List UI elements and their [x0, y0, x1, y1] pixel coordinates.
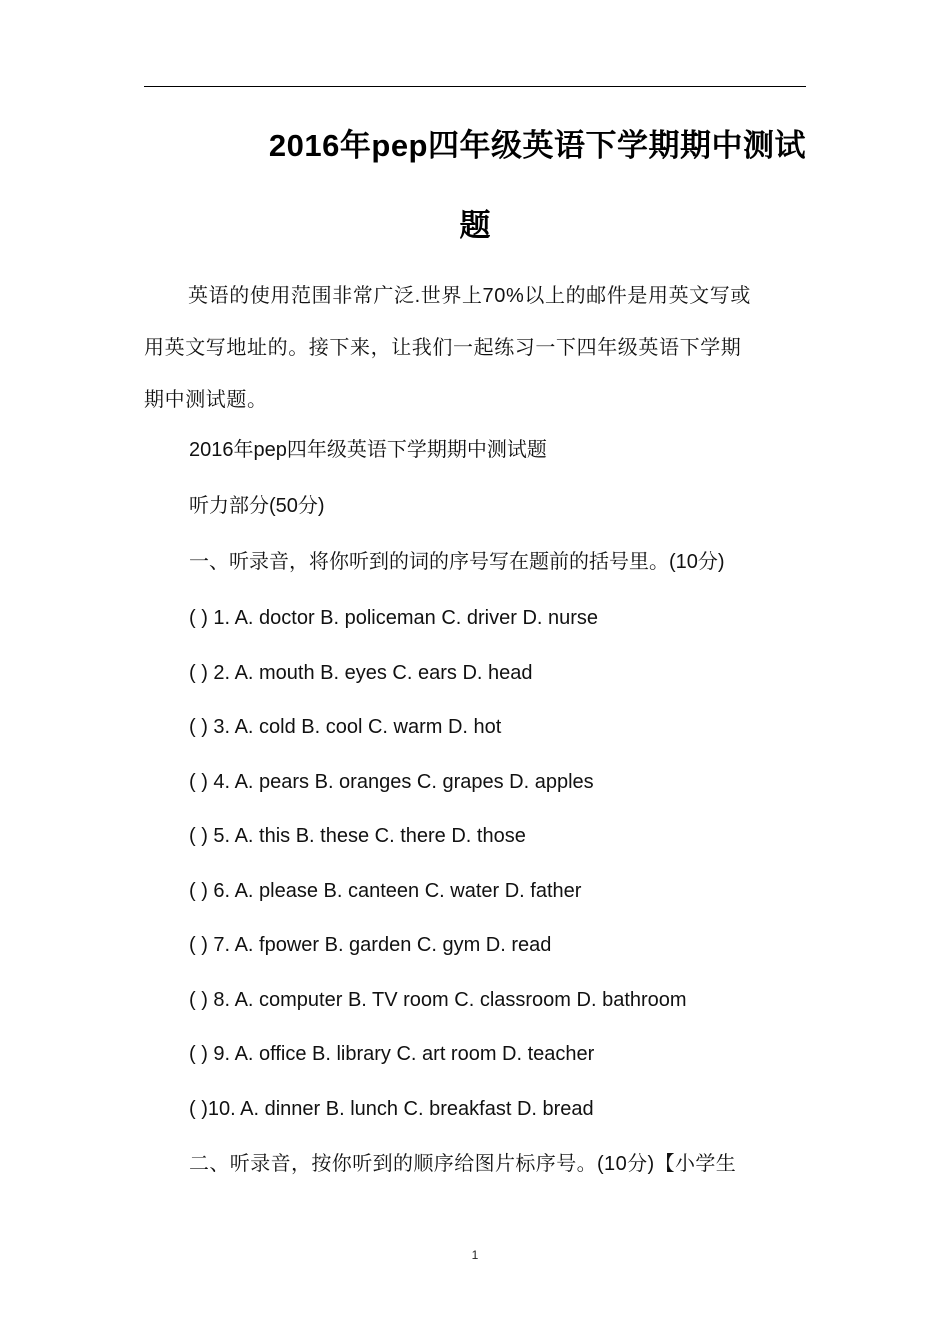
intro-line-1: 英语的使用范围非常广泛.世界上70%以上的邮件是用英文写或	[188, 285, 751, 307]
question-item: ( ) 3. A. cold B. cool C. warm D. hot	[189, 716, 502, 738]
question-item: ( ) 7. A. fpower B. garden C. gym D. read	[189, 934, 552, 956]
intro-line-2: 用英文写地址的。接下来，让我们一起练习一下四年级英语下学期	[144, 337, 742, 359]
page-number: 1	[471, 1248, 479, 1262]
part-1-heading: 一、听录音，将你听到的词的序号写在题前的括号里。(10分)	[189, 551, 725, 573]
question-item: ( ) 5. A. this B. these C. there D. those	[189, 825, 526, 847]
document-title-line-2: 题	[459, 208, 491, 243]
question-item: ( ) 6. A. please B. canteen C. water D. father	[189, 880, 582, 902]
question-item: ( ) 2. A. mouth B. eyes C. ears D. head	[189, 662, 533, 684]
intro-line-3: 期中测试题。	[144, 389, 268, 411]
question-item: ( ) 9. A. office B. library C. art room D. teacher	[189, 1043, 595, 1065]
question-item: ( ) 1. A. doctor B. policeman C. driver D. nurse	[189, 607, 599, 629]
section-listening-heading: 听力部分(50分)	[189, 495, 325, 517]
question-item: ( ) 4. A. pears B. oranges C. grapes D. apples	[189, 771, 594, 793]
part-2-heading: 二、听录音，按你听到的顺序给图片标序号。(10分)【小学生	[189, 1153, 737, 1175]
question-item: ( ) 8. A. computer B. TV room C. classroom D. bathroom	[189, 989, 687, 1011]
header-rule	[144, 86, 806, 87]
question-item: ( )10. A. dinner B. lunch C. breakfast D. bread	[189, 1098, 594, 1120]
subtitle: 2016年pep四年级英语下学期期中测试题	[189, 439, 547, 461]
document-title-line-1: 2016年pep四年级英语下学期期中测试	[268, 128, 806, 163]
